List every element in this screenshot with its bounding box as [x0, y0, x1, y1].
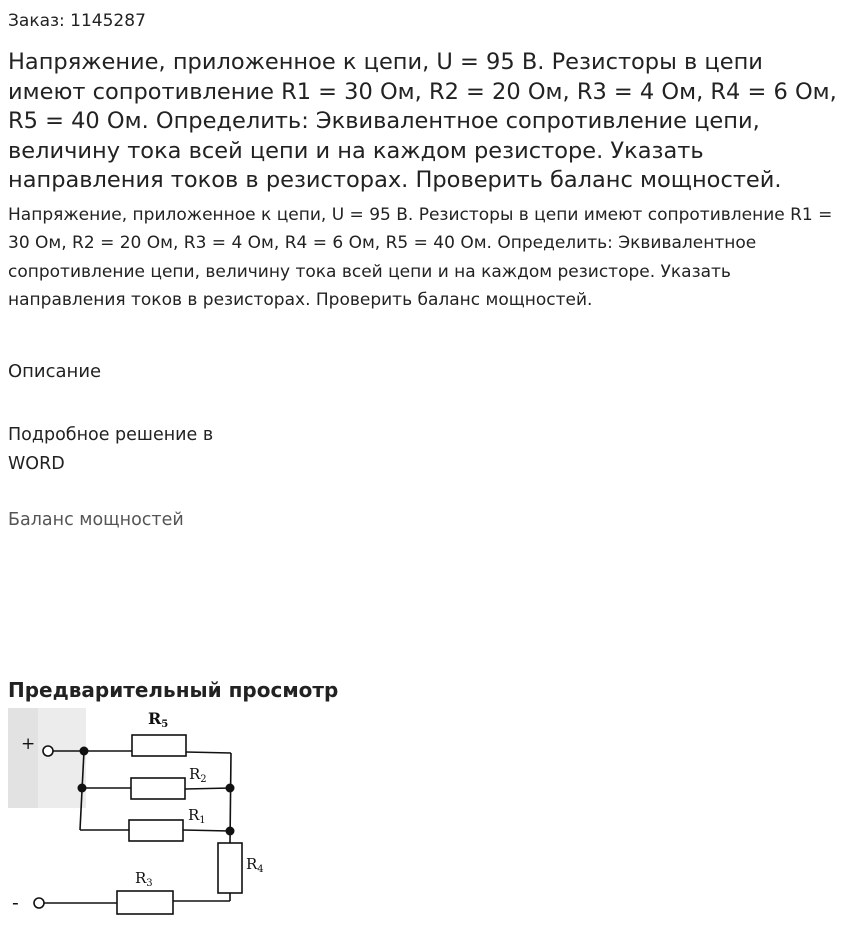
preview-title: Предварительный просмотр	[8, 678, 339, 702]
plus-label: +	[21, 734, 36, 754]
circuit-diagram	[8, 708, 278, 923]
detail-text	[8, 421, 268, 479]
wire	[186, 752, 231, 753]
scan-shading-2	[8, 708, 38, 808]
order-number: Заказ: 1145287	[8, 11, 146, 31]
label-r2: $R_2$	[189, 765, 207, 785]
plus-terminal	[43, 746, 53, 756]
junction-node	[226, 827, 235, 836]
preview-image[interactable]	[8, 708, 278, 923]
detail-line-2: WORD	[8, 454, 65, 474]
junction-node	[78, 784, 87, 793]
wire	[183, 830, 230, 831]
detail-line-1: Подробное решение в	[8, 425, 214, 445]
wire	[185, 788, 231, 789]
page-title: Напряжение, приложенное к цепи, U = 95 В. Резисторы в цепи имеют сопротивление R1 = 30 Ом, R2 = 20 Ом, R3 = 4 Ом, R4 = 6 Ом, R5 = 40 Ом. Определить: Эквивалентное сопротивление цепи, величину тока всей цепи и на каждом резисторе. Указать направления токов в резисторах. Проверить баланс мощностей.	[8, 49, 837, 193]
minus-terminal	[34, 898, 44, 908]
resistor-r5	[132, 735, 186, 756]
task-description: Напряжение, приложенное к цепи, U = 95 В. Резисторы в цепи имеют сопротивление R1 = 30 Ом, R2 = 20 Ом, R3 = 4 Ом, R4 = 6 Ом, R5 = 40 Ом. Определить: Эквивалентное сопротивление цепи, величину тока всей цепи и на каждом резисторе. Указать направления токов в резисторах. Проверить баланс мощностей.	[8, 205, 833, 310]
label-r4: $R_4$	[246, 855, 264, 875]
balance-link[interactable]: Баланс мощностей	[8, 510, 184, 530]
label-r1: $R_1$	[188, 806, 206, 826]
resistor-r3	[117, 891, 173, 914]
label-r3: $R_3$	[135, 869, 153, 889]
resistor-r1	[129, 820, 183, 841]
minus-label: -	[12, 890, 19, 914]
label-r5: R5	[148, 709, 169, 730]
resistor-r4	[218, 843, 242, 893]
junction-node	[80, 747, 89, 756]
resistor-r2	[131, 778, 185, 799]
junction-node	[226, 784, 235, 793]
description-label: Описание	[8, 361, 102, 382]
